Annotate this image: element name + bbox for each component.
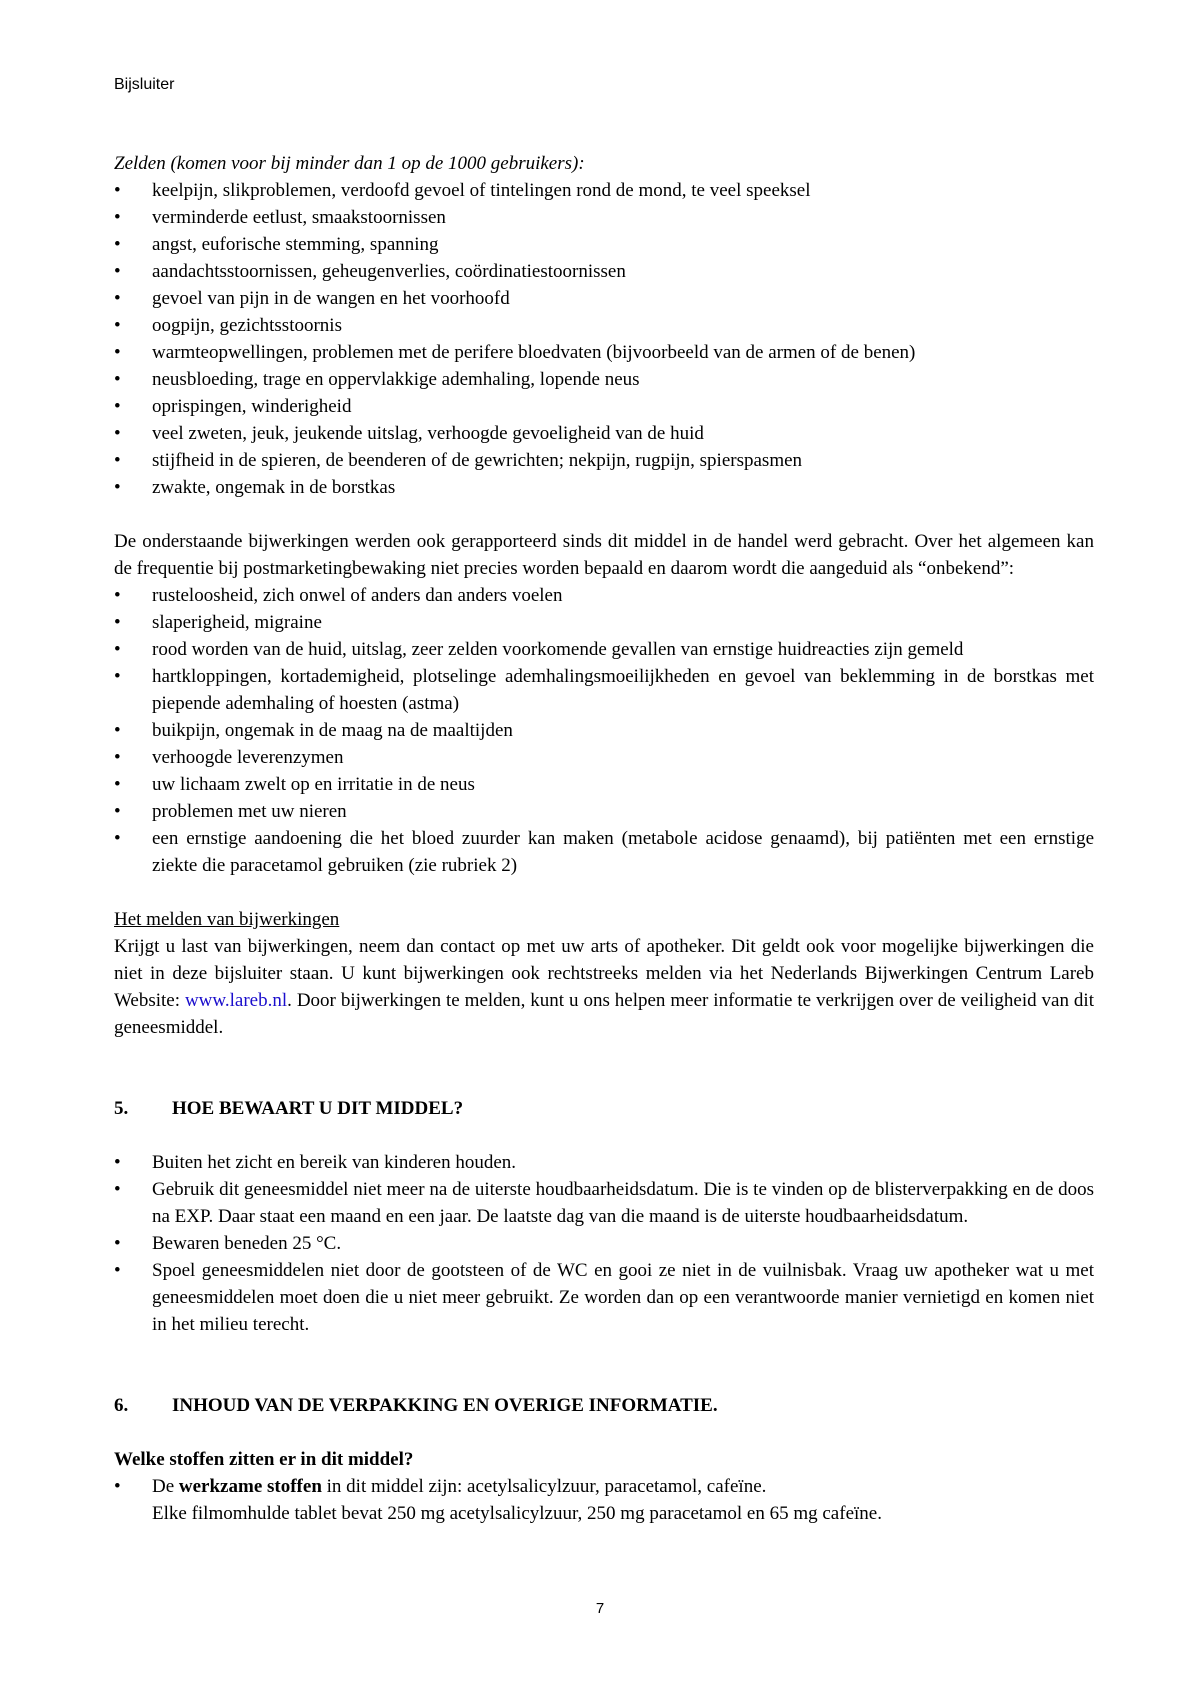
section-5-title: HOE BEWAART U DIT MIDDEL? <box>172 1098 464 1119</box>
list-item: • angst, euforische stemming, spanning <box>114 231 1094 258</box>
page-header: Bijsluiter <box>114 76 175 93</box>
section-6-number: 6. <box>114 1395 129 1416</box>
list-item: • uw lichaam zwelt op en irritatie in de neus <box>114 771 1094 798</box>
list-item: • warmteopwellingen, problemen met de perifere bloedvaten (bijvoorbeeld van de armen of de benen) <box>114 339 1094 366</box>
ingredients-rest: in dit middel zijn: acetylsalicylzuur, paracetamol, cafeïne. <box>321 1476 767 1497</box>
list-item: • keelpijn, slikproblemen, verdoofd gevoel of tintelingen rond de mond, te veel speeksel <box>114 177 1094 204</box>
ingredients-subheading: Welke stoffen zitten er in dit middel? <box>114 1449 414 1470</box>
list-item: • slaperigheid, migraine <box>114 609 1094 636</box>
storage-list <box>114 1149 1094 1338</box>
lareb-link[interactable]: www.lareb.nl <box>184 990 288 1011</box>
active-substances-label: werkzame stoffen <box>178 1476 322 1497</box>
ingredients-composition: Elke filmomhulde tablet bevat 250 mg acetylsalicylzuur, 250 mg paracetamol en 65 mg cafeïne. <box>152 1503 882 1524</box>
list-item: • oprispingen, winderigheid <box>114 393 1094 420</box>
reporting-heading: Het melden van bijwerkingen <box>114 909 340 930</box>
list-item: • veel zweten, jeuk, jeukende uitslag, verhoogde gevoeligheid van de huid <box>114 420 1094 447</box>
list-item: • stijfheid in de spieren, de beenderen of de gewrichten; nekpijn, rugpijn, spierspasmen <box>114 447 1094 474</box>
reporting-text-before: Krijgt u last van bijwerkingen, neem dan contact op met uw arts of apotheker. Dit geldt ook voor mogelijke bijwerkingen die niet in deze bijsluiter staan. U kunt bijwerkingen ook rechtstreeks melden via het Nederlands Bijwerkingen Centrum Lareb Website: <box>114 936 1094 1011</box>
list-item: • Bewaren beneden 25 °C. <box>114 1230 1094 1257</box>
list-item: • verhoogde leverenzymen <box>114 744 1094 771</box>
list-item: • problemen met uw nieren <box>114 798 1094 825</box>
list-item: • Buiten het zicht en bereik van kinderen houden. <box>114 1149 1094 1176</box>
list-item: • buikpijn, ongemak in de maag na de maaltijden <box>114 717 1094 744</box>
section-6-title: INHOUD VAN DE VERPAKKING EN OVERIGE INFORMATIE. <box>172 1395 718 1416</box>
list-item <box>114 1473 1094 1527</box>
page-content <box>114 150 1094 1527</box>
list-item: • rusteloosheid, zich onwel of anders dan anders voelen <box>114 582 1094 609</box>
unknown-list <box>114 582 1094 879</box>
list-item: • hartkloppingen, kortademigheid, plotselinge ademhalingsmoeilijkheden en gevoel van beklemming in de borstkas met piepende ademhaling of hoesten (astma) <box>114 663 1094 717</box>
reporting-text <box>114 933 1094 1041</box>
list-item: • rood worden van de huid, uitslag, zeer zelden voorkomende gevallen van ernstige huidreacties zijn gemeld <box>114 636 1094 663</box>
list-item: • een ernstige aandoening die het bloed zuurder kan maken (metabole acidose genaamd), bij patiënten met een ernstige ziekte die paracetamol gebruiken (zie rubriek 2) <box>114 825 1094 879</box>
reporting-text-after: . Door bijwerkingen te melden, kunt u ons helpen meer informatie te verkrijgen over de veiligheid van dit geneesmiddel. <box>114 990 1094 1038</box>
list-item: • Spoel geneesmiddelen niet door de gootsteen of de WC en gooi ze niet in de vuilnisbak. Vraag uw apotheker wat u met geneesmiddelen moet doen die u niet meer gebruikt. Ze worden dan op een verantwoorde manier vernietigd en komen niet in het milieu terecht. <box>114 1257 1094 1338</box>
rare-list <box>114 177 1094 501</box>
list-item: • aandachtsstoornissen, geheugenverlies, coördinatiestoornissen <box>114 258 1094 285</box>
list-item: • verminderde eetlust, smaakstoornissen <box>114 204 1094 231</box>
ingredients-list <box>114 1473 1094 1527</box>
list-item: • zwakte, ongemak in de borstkas <box>114 474 1094 501</box>
list-item: • Gebruik dit geneesmiddel niet meer na de uiterste houdbaarheidsdatum. Die is te vinden op de blisterverpakking en de doos na EXP. Daar staat een maand en een jaar. De laatste dag van die maand is de uiterste houdbaarheidsdatum. <box>114 1176 1094 1230</box>
list-item: • oogpijn, gezichtsstoornis <box>114 312 1094 339</box>
list-item: • gevoel van pijn in de wangen en het voorhoofd <box>114 285 1094 312</box>
list-item: • neusbloeding, trage en oppervlakkige ademhaling, lopende neus <box>114 366 1094 393</box>
page-number: 7 <box>595 1600 605 1617</box>
rare-heading: Zelden (komen voor bij minder dan 1 op de 1000 gebruikers): <box>114 153 585 174</box>
ingredients-prefix: De <box>152 1476 179 1497</box>
section-5-number: 5. <box>114 1098 129 1119</box>
section-5-heading <box>114 1095 1094 1122</box>
section-6-heading <box>114 1392 1094 1419</box>
unknown-intro: De onderstaande bijwerkingen werden ook gerapporteerd sinds dit middel in de handel werd gebracht. Over het algemeen kan de frequentie bij postmarketingbewaking niet precies worden bepaald en daarom wordt die aangeduid als “onbekend”: <box>114 531 1094 579</box>
